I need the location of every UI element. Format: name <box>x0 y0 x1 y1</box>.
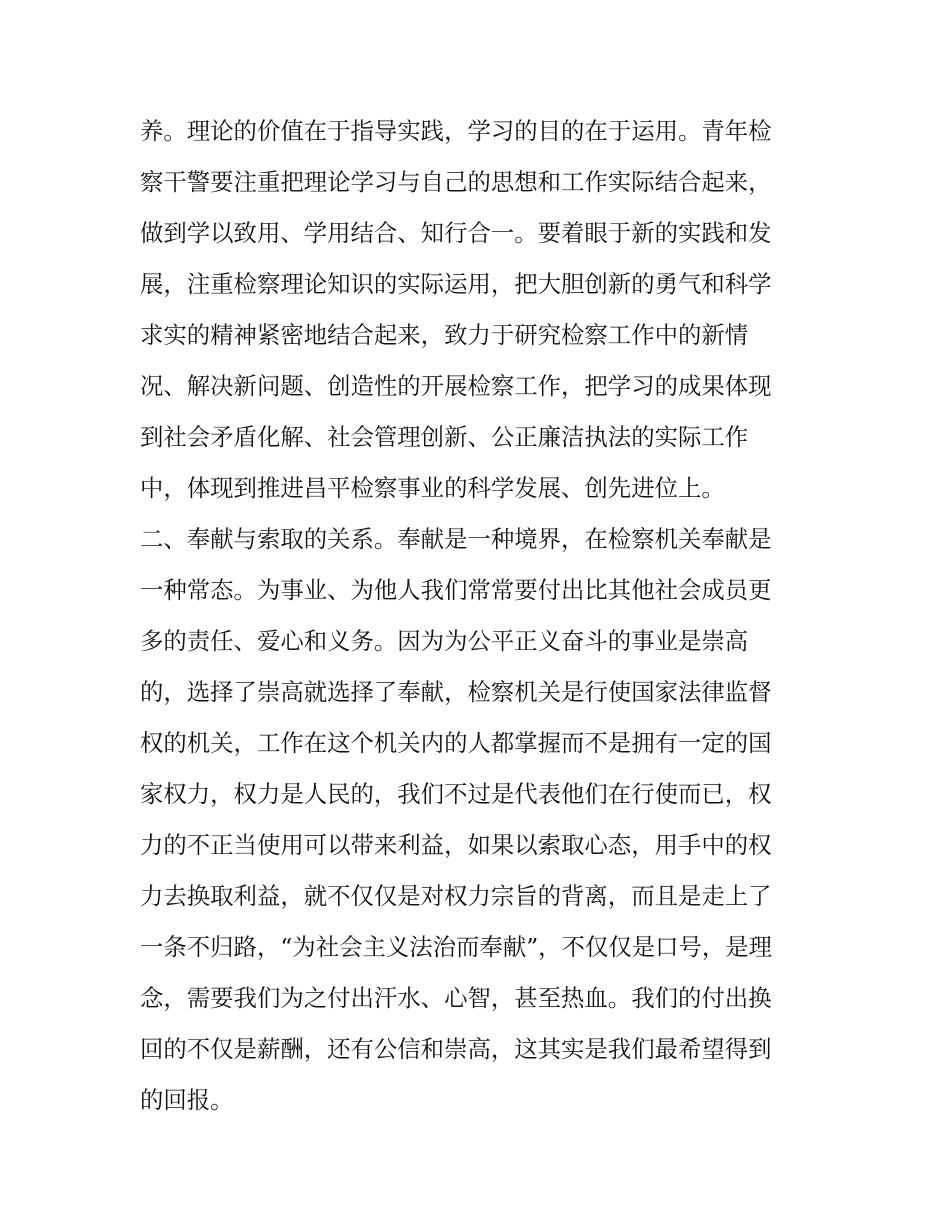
text-line: 的回报。 <box>140 1086 234 1114</box>
section-heading-line: 二、奉献与索取的关系。奉献是一种境界，在检察机关奉献是 <box>140 525 772 553</box>
text-line: 察干警要注重把理论学习与自己的思想和工作实际结合起来， <box>140 168 772 196</box>
body-text <box>140 106 820 1126</box>
text-line: 力的不正当使用可以带来利益，如果以索取心态，用手中的权 <box>140 831 772 859</box>
text-line: 做到学以致用、学用结合、知行合一。要着眼于新的实践和发 <box>140 219 772 247</box>
text-line: 一条不归路，“为社会主义法治而奉献”，不仅仅是口号，是理 <box>140 933 773 961</box>
text-line: 况、解决新问题、创造性的开展检察工作，把学习的成果体现 <box>140 372 772 400</box>
text-line: 回的不仅是薪酬，还有公信和崇高，这其实是我们最希望得到 <box>140 1035 772 1063</box>
text-line: 的，选择了崇高就选择了奉献，检察机关是行使国家法律监督 <box>140 678 772 706</box>
text-line: 一种常态。为事业、为他人我们常常要付出比其他社会成员更 <box>140 576 772 604</box>
text-line: 到社会矛盾化解、社会管理创新、公正廉洁执法的实际工作 <box>140 423 749 451</box>
text-line: 多的责任、爱心和义务。因为为公平正义奋斗的事业是崇高 <box>140 627 749 655</box>
text-line: 念，需要我们为之付出汗水、心智，甚至热血。我们的付出换 <box>140 984 772 1012</box>
text-line: 展，注重检察理论知识的实际运用，把大胆创新的勇气和科学 <box>140 270 772 298</box>
text-line: 家权力，权力是人民的，我们不过是代表他们在行使而已，权 <box>140 780 772 808</box>
text-line: 力去换取利益，就不仅仅是对权力宗旨的背离，而且是走上了 <box>140 882 772 910</box>
text-line: 求实的精神紧密地结合起来，致力于研究检察工作中的新情 <box>140 321 749 349</box>
text-line: 养。理论的价值在于指导实践，学习的目的在于运用。青年检 <box>140 117 772 145</box>
text-line: 权的机关，工作在这个机关内的人都掌握而不是拥有一定的国 <box>140 729 772 757</box>
text-line: 中，体现到推进昌平检察事业的科学发展、创先进位上。 <box>140 474 725 502</box>
